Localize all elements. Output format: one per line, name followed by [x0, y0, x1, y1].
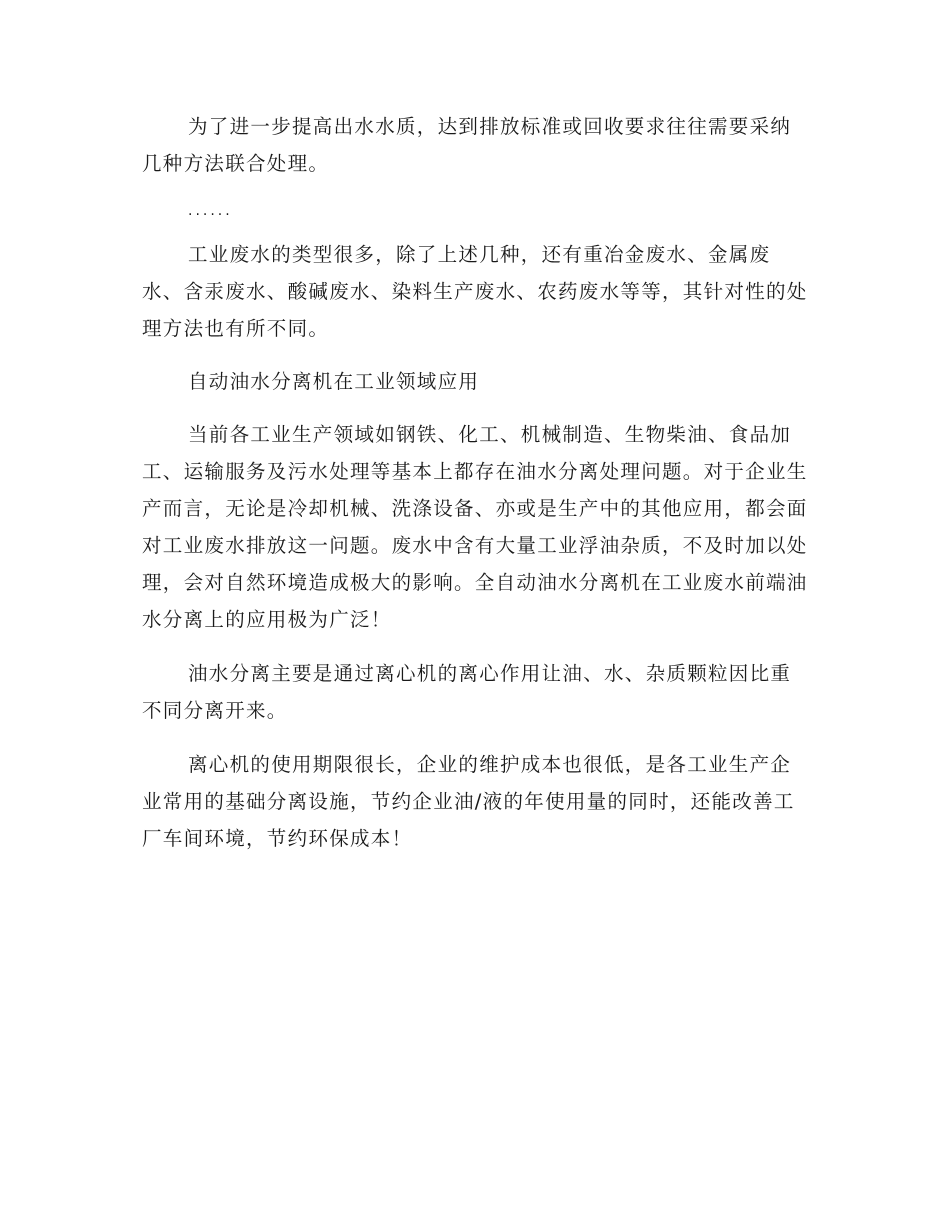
document-body — [142, 108, 808, 857]
paragraph-centrifuge-benefits: 离心机的使用期限很长，企业的维护成本也很低，是各工业生产企业常用的基础分离设施，节约企业油/液的年使用量的同时，还能改善工厂车间环境，节约环保成本！ — [142, 753, 795, 850]
paragraph-wastewater-types: 工业废水的类型很多，除了上述几种，还有重冶金废水、金属废水、含汞废水、酸碱废水、染料生产废水、农药废水等等，其针对性的处理方法也有所不同。 — [142, 243, 808, 340]
paragraph-combined-treatment: 为了进一步提高出水水质，达到排放标准或回收要求往往需要采纳几种方法联合处理。 — [142, 115, 792, 175]
paragraph-separation-principle: 油水分离主要是通过离心机的离心作用让油、水、杂质颗粒因比重不同分离开来。 — [142, 662, 792, 722]
paragraph-industrial-application: 当前各工业生产领域如钢铁、化工、机械制造、生物柴油、食品加工、运输服务及污水处理等基本上都存在油水分离处理问题。对于企业生产而言，无论是冷却机械、洗涤设备、亦或是生产中的其他应用，都会面对工业废水排放这一问题。废水中含有大量工业浮油杂质，不及时加以处理，会对自然环境造成极大的影响。全自动油水分离机在工业废水前端油水分离上的应用极为广泛！ — [142, 423, 808, 631]
section-heading: 自动油水分离机在工业领域应用 — [188, 370, 480, 393]
ellipsis-separator: ...... — [188, 203, 233, 219]
